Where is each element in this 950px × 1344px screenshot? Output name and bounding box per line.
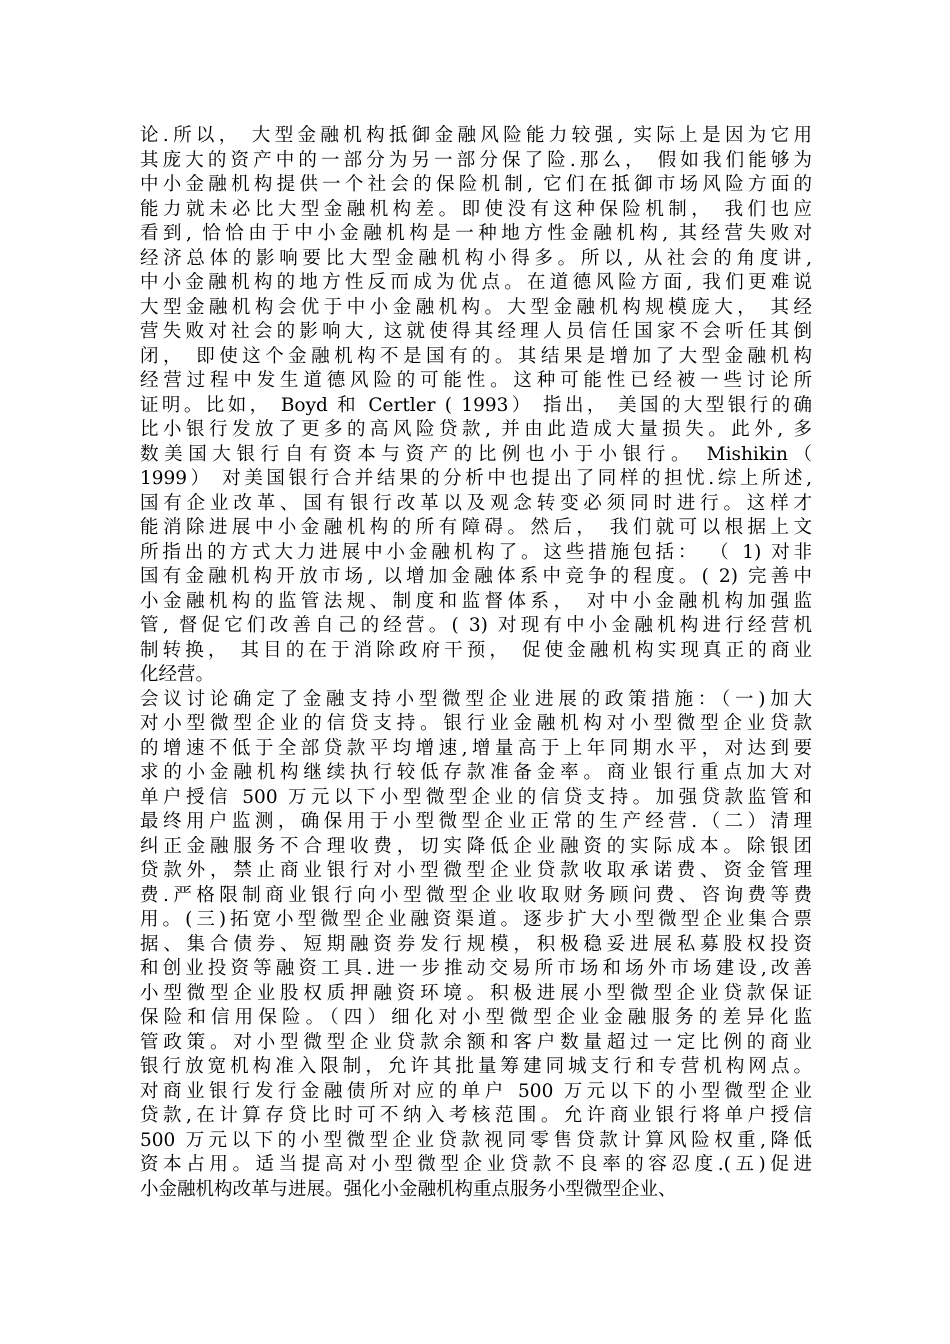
- text-line: 小型微型企业股权质押融资环境。积极进展小型微型企业贷款保证: [140, 982, 812, 1004]
- text-line: 小金融机构的监管法规、制度和监督体系， 对中小金融机构加强监: [140, 590, 812, 612]
- text-line: 管政策。对小型微型企业贷款余额和客户数量超过一定比例的商业: [140, 1031, 812, 1053]
- text-line: 中小金融机构的地方性反而成为优点。在道德风险方面, 我们更难说: [140, 272, 812, 293]
- text-line: 能力就未必比大型金融机构差。即使没有这种保险机制， 我们也应: [140, 198, 812, 220]
- text-line: 保险和信用保险。（四）细化对小型微型企业金融服务的差异化监: [140, 1007, 812, 1028]
- text-line: 对商业银行发行金融债所对应的单户 500 万元以下的小型微型企业: [140, 1080, 812, 1102]
- text-line: 比小银行发放了更多的高风险贷款, 并由此造成大量损失。此外, 多: [140, 419, 812, 440]
- text-line: 对小型微型企业的信贷支持。银行业金融机构对小型微型企业贷款: [140, 713, 812, 734]
- text-line: 经济总体的影响要比大型金融机构小得多。所以, 从社会的角度讲,: [140, 247, 812, 269]
- text-line: 求的小金融机构继续执行较低存款准备金率。商业银行重点加大对: [140, 762, 812, 783]
- text-line: 纠正金融服务不合理收费，切实降低企业融资的实际成本。除银团: [140, 835, 812, 857]
- text-line: 国有企业改革、国有银行改革以及观念转变必须同时进行。这样才: [140, 492, 812, 514]
- text-line: 论.所以， 大型金融机构抵御金融风险能力较强, 实际上是因为它用: [140, 125, 812, 146]
- text-line: 所指出的方式大力进展中小金融机构了。这些措施包括： （ 1) 对非: [140, 541, 812, 563]
- text-line: 和创业投资等融资工具.进一步推动交易所市场和场外市场建设,改善: [140, 958, 812, 979]
- text-line: 1999） 对美国银行合并结果的分析中也提出了同样的担忧.综上所述,: [140, 468, 812, 489]
- text-line: 小金融机构改革与进展。强化小金融机构重点服务小型微型企业、: [140, 1178, 677, 1200]
- text-line: 营失败对社会的影响大, 这就使得其经理人员信任国家不会听任其倒: [140, 321, 812, 342]
- paragraph: [140, 688, 812, 1203]
- text-line: 管, 督促它们改善自己的经营。( 3) 对现有中小金融机构进行经营机: [140, 615, 812, 636]
- text-line: 用。(三)拓宽小型微型企业融资渠道。逐步扩大小型微型企业集合票: [140, 909, 812, 930]
- paragraph: [140, 124, 812, 688]
- document-body: [140, 124, 812, 1202]
- text-line: 贷款,在计算存贷比时可不纳入考核范围。允许商业银行将单户授信: [140, 1105, 812, 1126]
- text-line: 化经营。: [140, 664, 215, 685]
- text-line: 银行放宽机构准入限制，允许其批量筹建同城支行和专营机构网点。: [140, 1056, 812, 1077]
- text-line: 闭， 即使这个金融机构不是国有的。其结果是增加了大型金融机构: [140, 345, 812, 367]
- text-line: 大型金融机构会优于中小金融机构。大型金融机构规模庞大， 其经: [140, 296, 812, 318]
- text-line: 制转换， 其目的在于消除政府干预， 促使金融机构实现真正的商业: [140, 639, 812, 661]
- text-line: 500 万元以下的小型微型企业贷款视同零售贷款计算风险权重,降低: [140, 1129, 812, 1151]
- text-line: 经营过程中发生道德风险的可能性。这种可能性已经被一些讨论所: [140, 370, 812, 391]
- text-line: 单户授信 500 万元以下小型微型企业的信贷支持。加强贷款监管和: [140, 786, 812, 808]
- text-line: 资本占用。适当提高对小型微型企业贷款不良率的容忍度.(五)促进: [140, 1154, 812, 1175]
- text-line: 据、集合债券、短期融资券发行规模，积极稳妥进展私募股权投资: [140, 933, 812, 955]
- text-line: 中小金融机构提供一个社会的保险机制, 它们在抵御市场风险方面的: [140, 174, 812, 195]
- text-line: 的增速不低于全部贷款平均增速,增量高于上年同期水平，对达到要: [140, 737, 812, 759]
- text-line: 贷款外，禁止商业银行对小型微型企业贷款收取承诺费、资金管理: [140, 860, 812, 881]
- text-line: 会议讨论确定了金融支持小型微型企业进展的政策措施：（一)加大: [140, 688, 812, 710]
- text-line: 看到, 恰恰由于中小金融机构是一种地方性金融机构, 其经营失败对: [140, 223, 812, 244]
- text-line: 国有金融机构开放市场, 以增加金融体系中竞争的程度。( 2) 完善中: [140, 566, 812, 587]
- text-line: 能消除进展中小金融机构的所有障碍。然后， 我们就可以根据上文: [140, 517, 812, 538]
- text-line: 证明。比如， Boyd 和 Certler ( 1993） 指出， 美国的大型银行的确: [140, 394, 812, 416]
- text-line: 其庞大的资产中的一部分为另一部分保了险.那么， 假如我们能够为: [140, 149, 812, 171]
- text-line: 费.严格限制商业银行向小型微型企业收取财务顾问费、咨询费等费: [140, 884, 812, 906]
- text-line: 最终用户监测，确保用于小型微型企业正常的生产经营.（二）清理: [140, 811, 812, 832]
- text-line: 数美国大银行自有资本与资产的比例也小于小银行。 Mishikin（: [140, 443, 812, 465]
